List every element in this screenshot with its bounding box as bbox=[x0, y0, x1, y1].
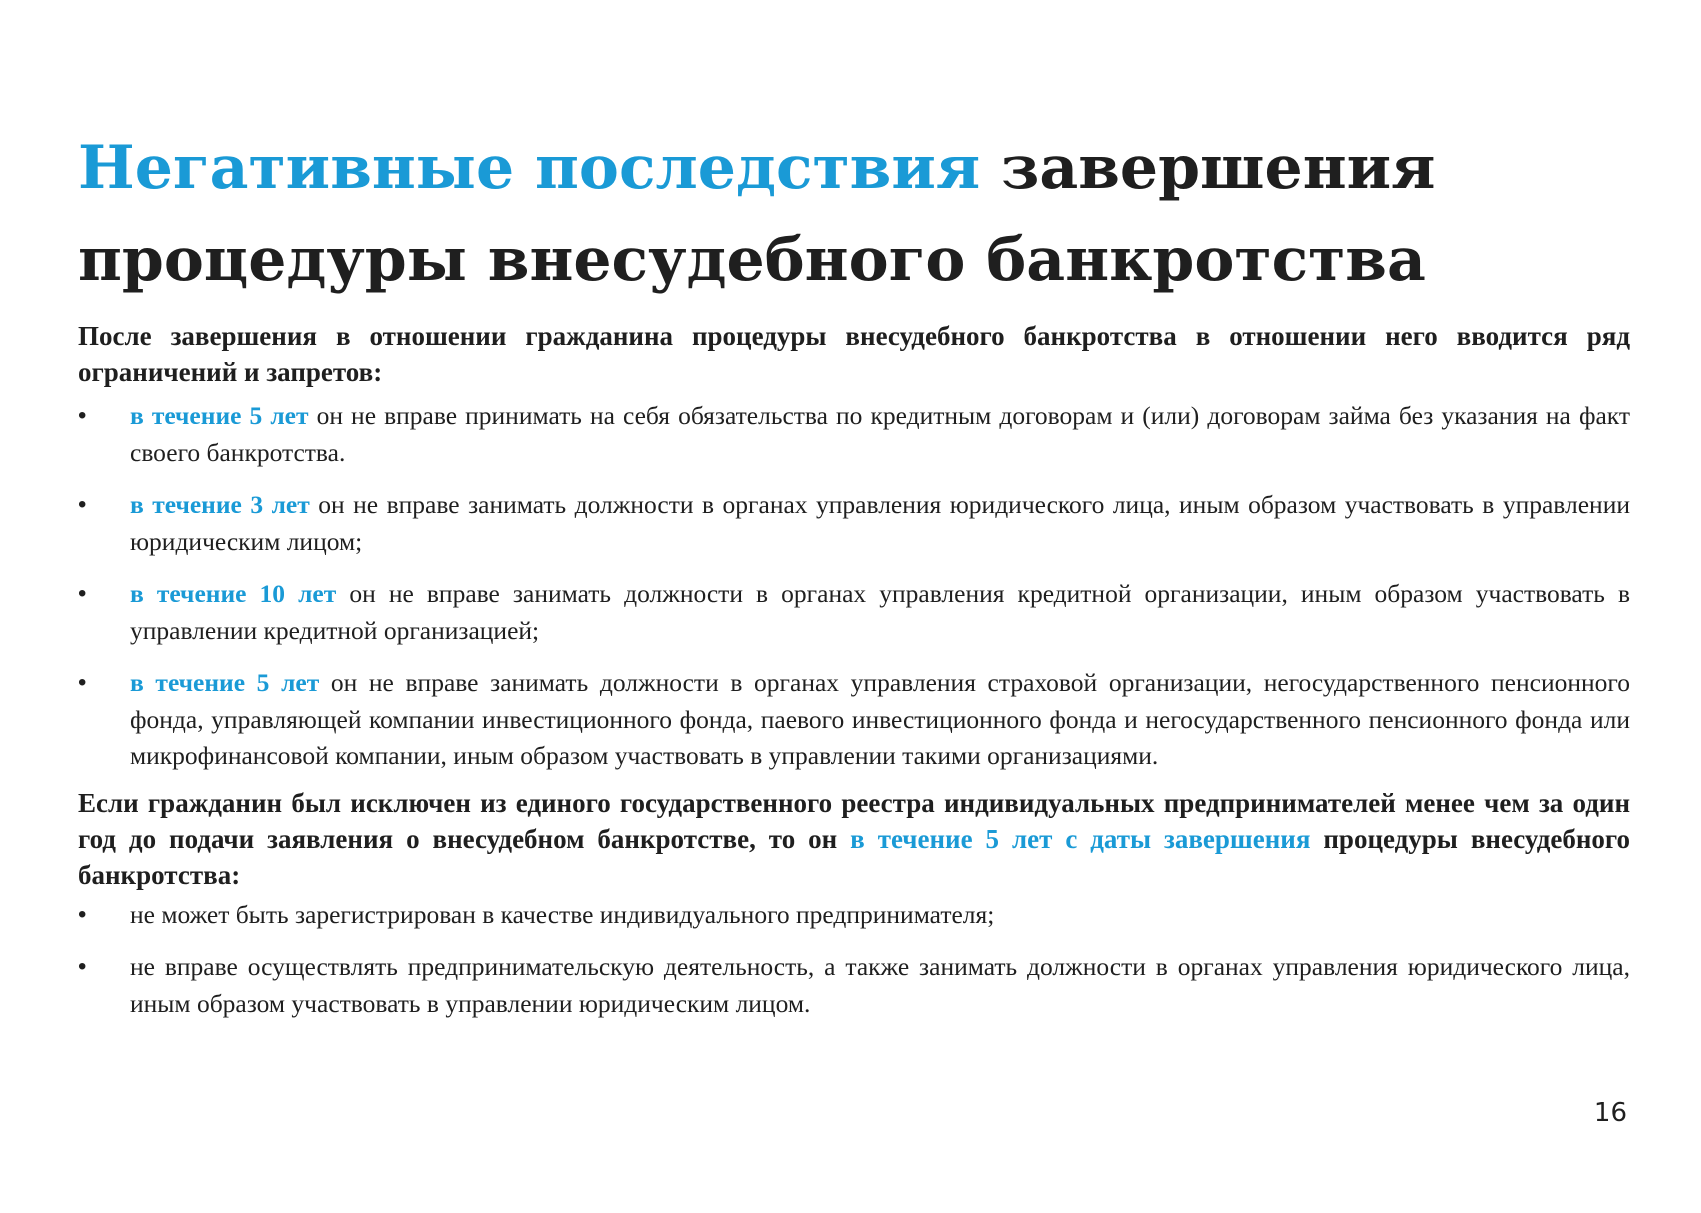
second-intro-part2: процедуры внесудебного банкротства: bbox=[78, 823, 1630, 890]
bullet-icon: • bbox=[78, 669, 87, 696]
bullet-icon: • bbox=[78, 953, 87, 980]
content-body bbox=[78, 318, 1630, 1022]
entrepreneur-restrictions-list bbox=[78, 897, 1630, 1023]
list-item bbox=[78, 665, 1630, 775]
title-line2: процедуры внесудебного банкротства bbox=[78, 225, 1426, 295]
second-intro-paragraph bbox=[78, 785, 1630, 893]
item-text: он не вправе занимать должности в органах управления страховой организации, негосударственного пенсионного фонда, управляющей компании инвестиционного фонда, паевого инвестиционного фонда и негосударственного пенсионного фонда или микрофинансовой компании, иным образом участвовать в управлении такими организациями. bbox=[130, 668, 1630, 770]
item-text: не может быть зарегистрирован в качестве индивидуального предпринимателя; bbox=[130, 899, 995, 929]
term-highlight: в течение 10 лет bbox=[130, 579, 337, 608]
title-accent: Негативные последствия bbox=[78, 133, 981, 203]
term-highlight: в течение 3 лет bbox=[130, 490, 310, 519]
title-rest: завершения bbox=[980, 133, 1436, 203]
item-text: он не вправе занимать должности в органах управления кредитной организации, иным образом участвовать в управлении кредитной организацией; bbox=[130, 579, 1630, 645]
bullet-icon: • bbox=[78, 402, 87, 429]
bullet-icon: • bbox=[78, 580, 87, 607]
list-item bbox=[78, 897, 1630, 934]
item-text: он не вправе принимать на себя обязательства по кредитным договорам и (или) договорам займа без указания на факт своего банкротства. bbox=[130, 401, 1630, 467]
term-highlight: в течение 5 лет bbox=[130, 401, 309, 430]
list-item bbox=[78, 949, 1630, 1022]
list-item bbox=[78, 487, 1630, 560]
second-intro-highlight: в течение 5 лет с даты завершения bbox=[850, 823, 1311, 854]
restrictions-list bbox=[78, 398, 1630, 775]
term-highlight: в течение 5 лет bbox=[130, 668, 320, 697]
bullet-icon: • bbox=[78, 900, 87, 928]
list-item bbox=[78, 576, 1630, 649]
page-number: 16 bbox=[1593, 1098, 1627, 1128]
item-text: он не вправе занимать должности в органах управления юридического лица, иным образом участвовать в управлении юридическим лицом; bbox=[130, 490, 1630, 556]
list-item bbox=[78, 398, 1630, 471]
item-text: не вправе осуществлять предпринимательскую деятельность, а также занимать должности в органах управления юридического лица, иным образом участвовать в управлении юридическим лицом. bbox=[130, 952, 1630, 1018]
page-title bbox=[78, 122, 1638, 306]
bullet-icon: • bbox=[78, 491, 87, 518]
intro-paragraph: После завершения в отношении гражданина процедуры внесудебного банкротства в отношении него вводится ряд ограничений и запретов: bbox=[78, 321, 1630, 387]
second-intro-part1: Если гражданин был исключен из единого государственного реестра индивидуальных предпринимателей менее чем за один год до подачи заявления о внесудебном банкротстве, то он bbox=[78, 787, 1630, 854]
